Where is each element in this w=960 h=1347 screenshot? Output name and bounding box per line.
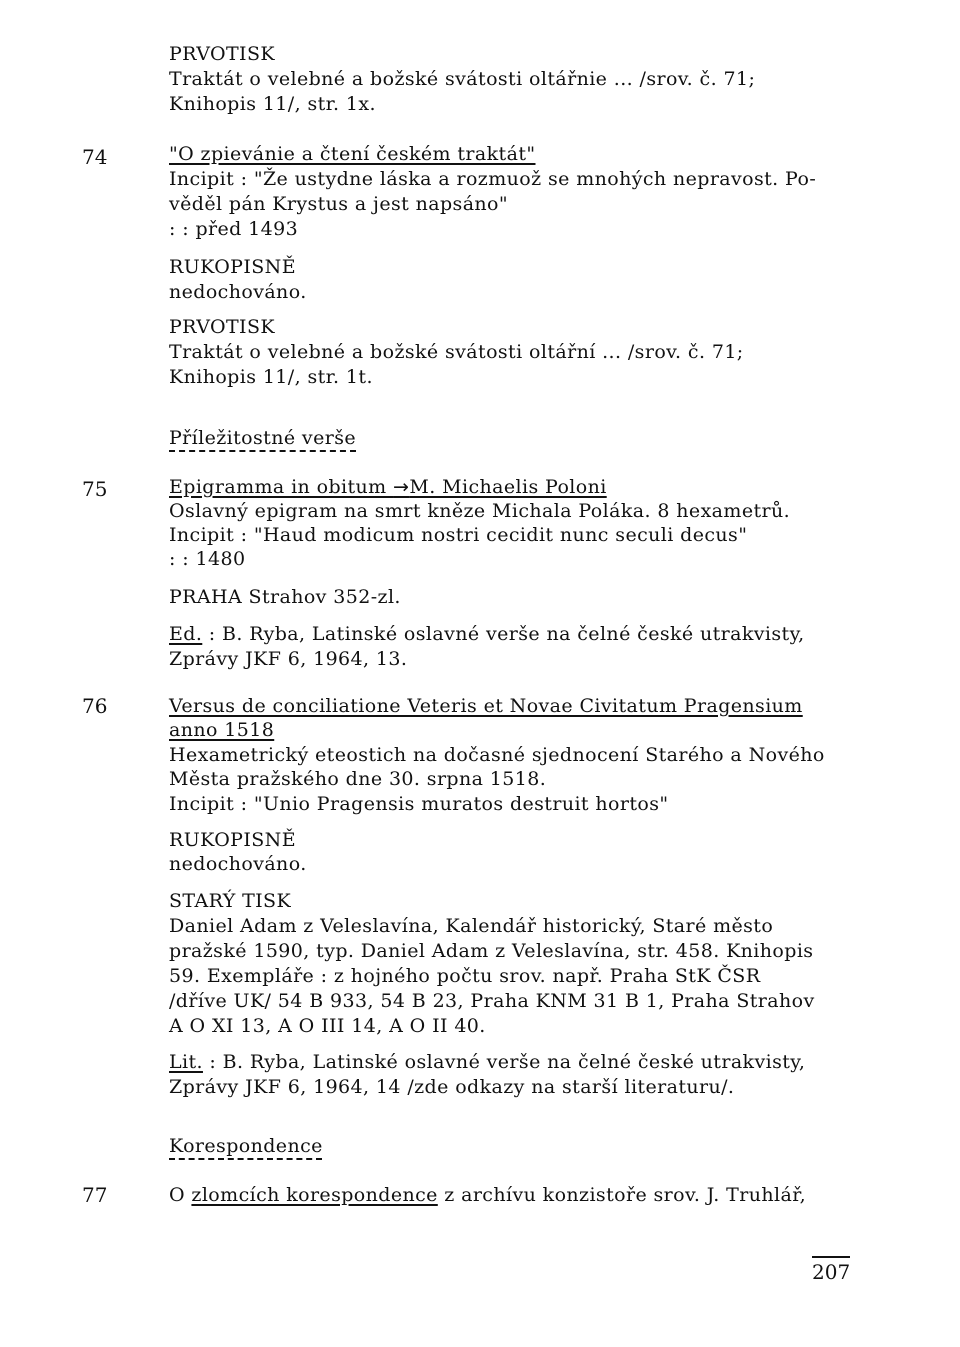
entry-number: 74 [82,145,108,169]
date-line: : : 1480 [169,548,246,570]
entry-text-underlined: zlomcích korespondence [191,1184,438,1206]
literature-label: Lit. [169,1051,203,1073]
edition-line: Zprávy JKF 6, 1964, 13. [169,648,408,670]
entry-text-part: z archívu konzistoře srov. J. Truhlář, [437,1184,807,1206]
title-part: M. Michaelis Poloni [409,476,607,498]
entry-title: anno 1518 [169,719,275,741]
entry-number: 77 [82,1183,108,1207]
date-line: : : před 1493 [169,218,299,240]
title-part: Epigramma in obitum [169,476,394,498]
location-line: PRAHA Strahov 352-zl. [169,586,401,608]
section-heading: Příležitostné verše [169,427,356,449]
manuscript-status: nedochováno. [169,281,307,303]
manuscript-status: nedochováno. [169,853,307,875]
print-line: Traktát o velebné a božské svátosti oltářní ... /srov. č. 71; [169,341,744,363]
entry-title: "O zpievánie a čtení českém traktát" [169,143,536,165]
literature-text: : B. Ryba, Latinské oslavné verše na čelné české utrakvisty, [202,1051,806,1073]
entry-number: 75 [82,477,108,501]
print-line: 59. Exempláře : z hojného počtu srov. např. Praha StK ČSR [169,965,761,987]
print-line: A O XI 13, A O III 14, A O II 40. [169,1015,486,1037]
print-line: pražské 1590, typ. Daniel Adam z Veleslavína, str. 458. Knihopis [169,940,814,962]
print-line: /dříve UK/ 54 B 933, 54 B 23, Praha KNM 31 B 1, Praha Strahov [169,990,815,1012]
print-line: Knihopis 11/, str. 1t. [169,366,373,388]
entry-text-part: O [169,1184,192,1206]
incipit-line: Incipit : "Unio Pragensis muratos destruit hortos" [169,793,669,815]
section-heading: Korespondence [169,1135,323,1157]
entry-number: 76 [82,694,108,718]
incipit-line: Incipit : "Haud modicum nostri cecidit nunc seculi decus" [169,524,748,546]
description-line: Města pražského dne 30. srpna 1518. [169,768,547,790]
manuscript-heading: RUKOPISNĚ [169,829,296,851]
description-line: Hexametrický eteostich na dočasné sjednocení Starého a Nového [169,744,825,766]
edition-text: : B. Ryba, Latinské oslavné verše na čelné české utrakvisty, [202,623,805,645]
print-line: Knihopis 11/, str. 1x. [169,93,376,115]
print-line: Daniel Adam z Veleslavína, Kalendář historický, Staré město [169,915,774,937]
entry-title [169,475,607,500]
entry-title: Versus de conciliatione Veteris et Novae Civitatum Pragensium [169,695,803,717]
arrow-icon: → [393,476,410,498]
incipit-line: Incipit : "Že ustydne láska a rozmuož se mnohých nepravost. Po- [169,168,817,190]
page-number: 207 [812,1256,850,1285]
edition-line [169,622,805,647]
manuscript-heading: RUKOPISNĚ [169,256,296,278]
print-heading: PRVOTISK [169,316,275,338]
print-line: Traktát o velebné a božské svátosti oltářnie ... /srov. č. 71; [169,68,756,90]
literature-line: Zprávy JKF 6, 1964, 14 /zde odkazy na starší literaturu/. [169,1076,735,1098]
entry-text [169,1183,806,1208]
print-heading: STARÝ TISK [169,890,292,912]
literature-line [169,1050,805,1075]
description-line: Oslavný epigram na smrt kněze Michala Poláka. 8 hexametrů. [169,500,791,522]
incipit-line: věděl pán Krystus a jest napsáno" [169,193,509,215]
edition-label: Ed. [169,623,203,645]
print-heading: PRVOTISK [169,43,275,65]
